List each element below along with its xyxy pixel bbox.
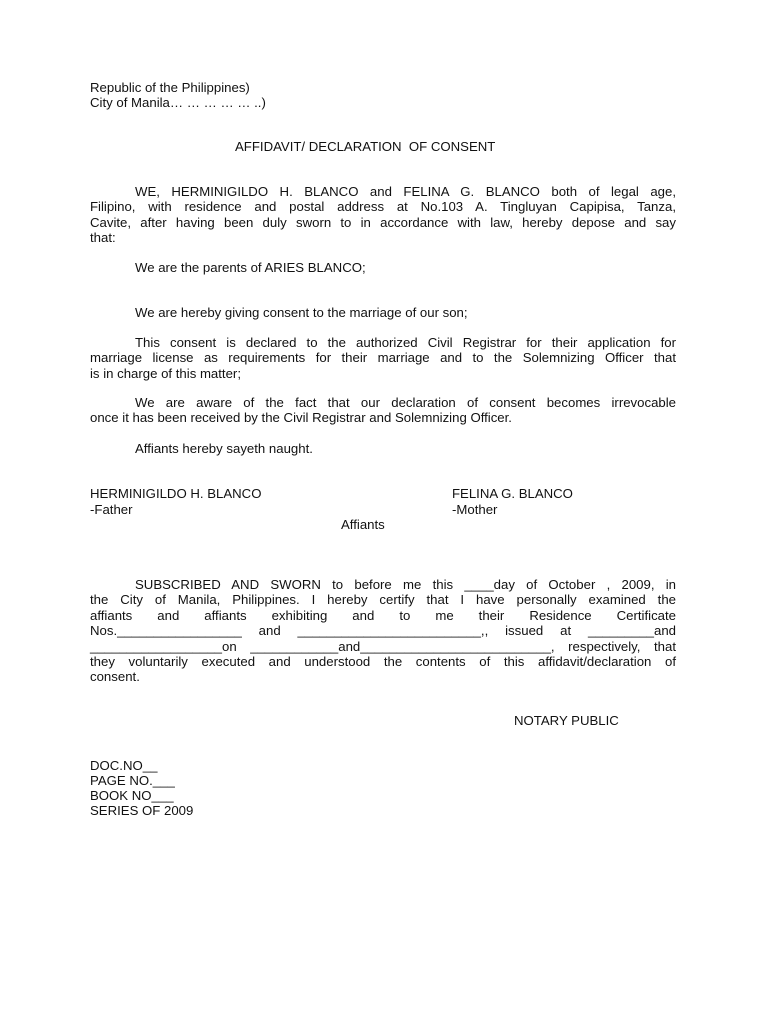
paragraph-declarants (90, 184, 676, 246)
paragraph-line: is in charge of this matter; (90, 365, 241, 381)
paragraph-irrevocable (90, 395, 676, 426)
paragraph-jurat (90, 577, 676, 685)
signature-mother-role: -Mother (452, 502, 498, 517)
signature-affiants-label: Affiants (341, 517, 385, 532)
paragraph-line: consent. (90, 669, 140, 685)
footer-page-no: PAGE NO.___ (90, 773, 175, 788)
signature-father-name: HERMINIGILDO H. BLANCO (90, 486, 262, 501)
paragraph-line: This consent is declared to the authorized Civil Registrar for their application for (135, 335, 676, 350)
paragraph-line: Filipino, with residence and postal address at No.103 A. Tingluyan Capipisa, Tanza, (90, 199, 676, 215)
paragraph-parents: We are the parents of ARIES BLANCO; (135, 260, 366, 275)
notary-public-label: NOTARY PUBLIC (514, 713, 619, 728)
paragraph-line: __________________on ____________and__________________________, respectively, that (90, 638, 676, 654)
paragraph-line: they voluntarily executed and understood the contents of this affidavit/declaration of (90, 654, 676, 670)
paragraph-line: once it has been received by the Civil Registrar and Solemnizing Officer. (90, 410, 512, 426)
paragraph-consent: We are hereby giving consent to the marriage of our son; (135, 305, 468, 320)
footer-doc-no: DOC.NO__ (90, 758, 158, 773)
paragraph-line: the City of Manila, Philippines. I hereby certify that I have personally examined the (90, 592, 676, 608)
paragraph-line: Nos._________________ and _________________________,, issued at _________and (90, 623, 676, 639)
document-title: AFFIDAVIT/ DECLARATION OF CONSENT (235, 139, 496, 154)
signature-mother-name: FELINA G. BLANCO (452, 486, 573, 501)
paragraph-line: WE, HERMINIGILDO H. BLANCO and FELINA G. BLANCO both of legal age, (135, 184, 676, 199)
signature-father-role: -Father (90, 502, 133, 517)
paragraph-line: SUBSCRIBED AND SWORN to before me this ____day of October , 2009, in (135, 577, 676, 592)
paragraph-line: Cavite, after having been duly sworn to in accordance with law, hereby depose and say (90, 214, 676, 230)
footer-book-no: BOOK NO___ (90, 788, 174, 803)
paragraph-civil-registrar (90, 335, 676, 381)
header-city: City of Manila… … … … … ..) (90, 95, 266, 110)
paragraph-line: that: (90, 230, 116, 246)
paragraph-line: We are aware of the fact that our declaration of consent becomes irrevocable (135, 395, 676, 410)
paragraph-sayeth-naught: Affiants hereby sayeth naught. (135, 441, 313, 456)
header-republic: Republic of the Philippines) (90, 80, 250, 95)
footer-series: SERIES OF 2009 (90, 803, 194, 818)
paragraph-line: affiants and affiants exhibiting and to me their Residence Certificate (90, 607, 676, 623)
paragraph-line: marriage license as requirements for their marriage and to the Solemnizing Officer that (90, 350, 676, 366)
